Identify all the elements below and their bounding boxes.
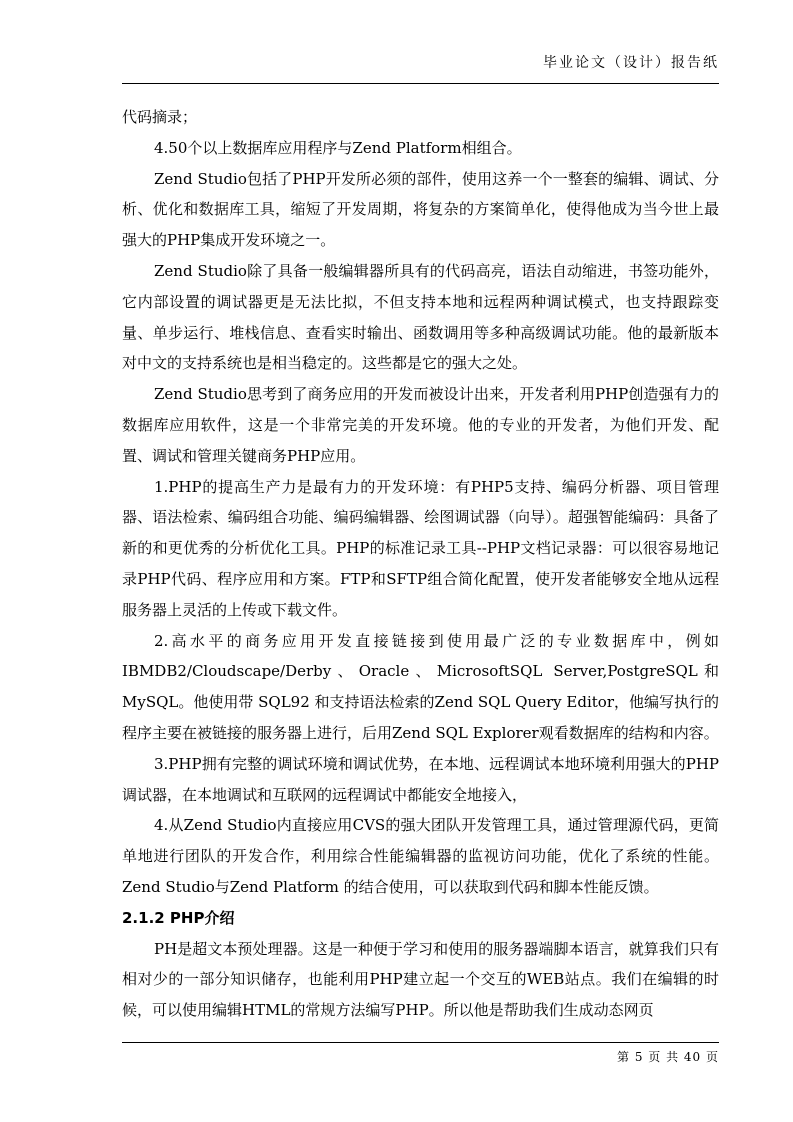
paragraph-point-2: 2.高水平的商务应用开发直接链接到使用最广泛的专业数据库中，例如IBMDB2/Cloudscape/Derby、Oracle、MicrosoftSQL Server,PostgreSQL和MySQL。他使用带 SQL92 和支持语法检索的Zend SQL Query Editor，他编写执行的程序主要在被链接的服务器上进行，后用Zend SQL Explorer观看数据库的结构和内容。 bbox=[122, 631, 719, 742]
paragraph-point-1: 1.PHP的提高生产力是最有力的开发环境：有PHP5支持、编码分析器、项目管理器、语法检索、编码组合功能、编码编辑器、绘图调试器（向导）。超强智能编码：具备了新的和更优秀的分析优化工具。PHP的标准记录工具--PHP文档记录器：可以很容易地记录PHP代码、程序应用和方案。FTP和SFTP组合简化配置，使开发者能够安全地从远程服务器上灵活的上传或下载文件。 bbox=[122, 477, 719, 619]
section-heading: 2.1.2 PHP介绍 bbox=[122, 908, 235, 927]
paragraph-business-apps: Zend Studio思考到了商务应用的开发而被设计出来，开发者利用PHP创造强有力的数据库应用软件，这是一个非常完美的开发环境。他的专业的开发者，为他们开发、配置、调试和管理关键商务PHP应用。 bbox=[122, 385, 719, 465]
paragraph-item-4-databases: 4.50个以上数据库应用程序与Zend Platform相组合。 bbox=[154, 138, 522, 157]
page-number: 第 5 页 共 40 页 bbox=[617, 1050, 719, 1064]
paragraph-zend-studio-intro: Zend Studio包括了PHP开发所必须的部件，使用这养一个一整套的编辑、调试、分析、优化和数据库工具，缩短了开发周期，将复杂的方案简单化，使得他成为当今世上最强大的PHP集成开发环境之一。 bbox=[122, 169, 719, 250]
paragraph-code-excerpt: 代码摘录； bbox=[122, 108, 198, 126]
paragraph-point-4: 4.从Zend Studio内直接应用CVS的强大团队开发管理工具，通过管理源代码，更简单地进行团队的开发合作，利用综合性能编辑器的监视访问功能，优化了系统的性能。Zend Studio与Zend Platform 的结合使用，可以获取到代码和脚本性能反馈。 bbox=[122, 816, 719, 896]
page-header bbox=[122, 40, 719, 84]
header-title: 毕业论文（设计）报告纸 bbox=[543, 55, 719, 71]
header-rule bbox=[122, 83, 719, 84]
footer-rule bbox=[122, 1042, 719, 1043]
body-content bbox=[122, 102, 719, 1026]
paragraph-zend-debugger: Zend Studio除了具备一般编辑器所具有的代码高亮，语法自动缩进，书签功能外，它内部设置的调试器更是无法比拟，不但支持本地和远程两种调试模式，也支持跟踪变量、单步运行、堆栈信息、查看实时输出、函数调用等多种高级调试功能。他的最新版本对中文的支持系统也是相当稳定的。这些都是它的强大之处。 bbox=[122, 261, 719, 373]
paragraph-point-3: 3.PHP拥有完整的调试环境和调试优势，在本地、远程调试本地环境利用强大的PHP调试器，在本地调试和互联网的远程调试中都能安全地接入， bbox=[122, 754, 719, 804]
paragraph-php-intro: PH是超文本预处理器。这是一种便于学习和使用的服务器端脚本语言，就算我们只有相对少的一部分知识储存，也能利用PHP建立起一个交互的WEB站点。我们在编辑的时候，可以使用编辑HTML的常规方法编写PHP。所以他是帮助我们生成动态网页 bbox=[122, 939, 719, 1020]
